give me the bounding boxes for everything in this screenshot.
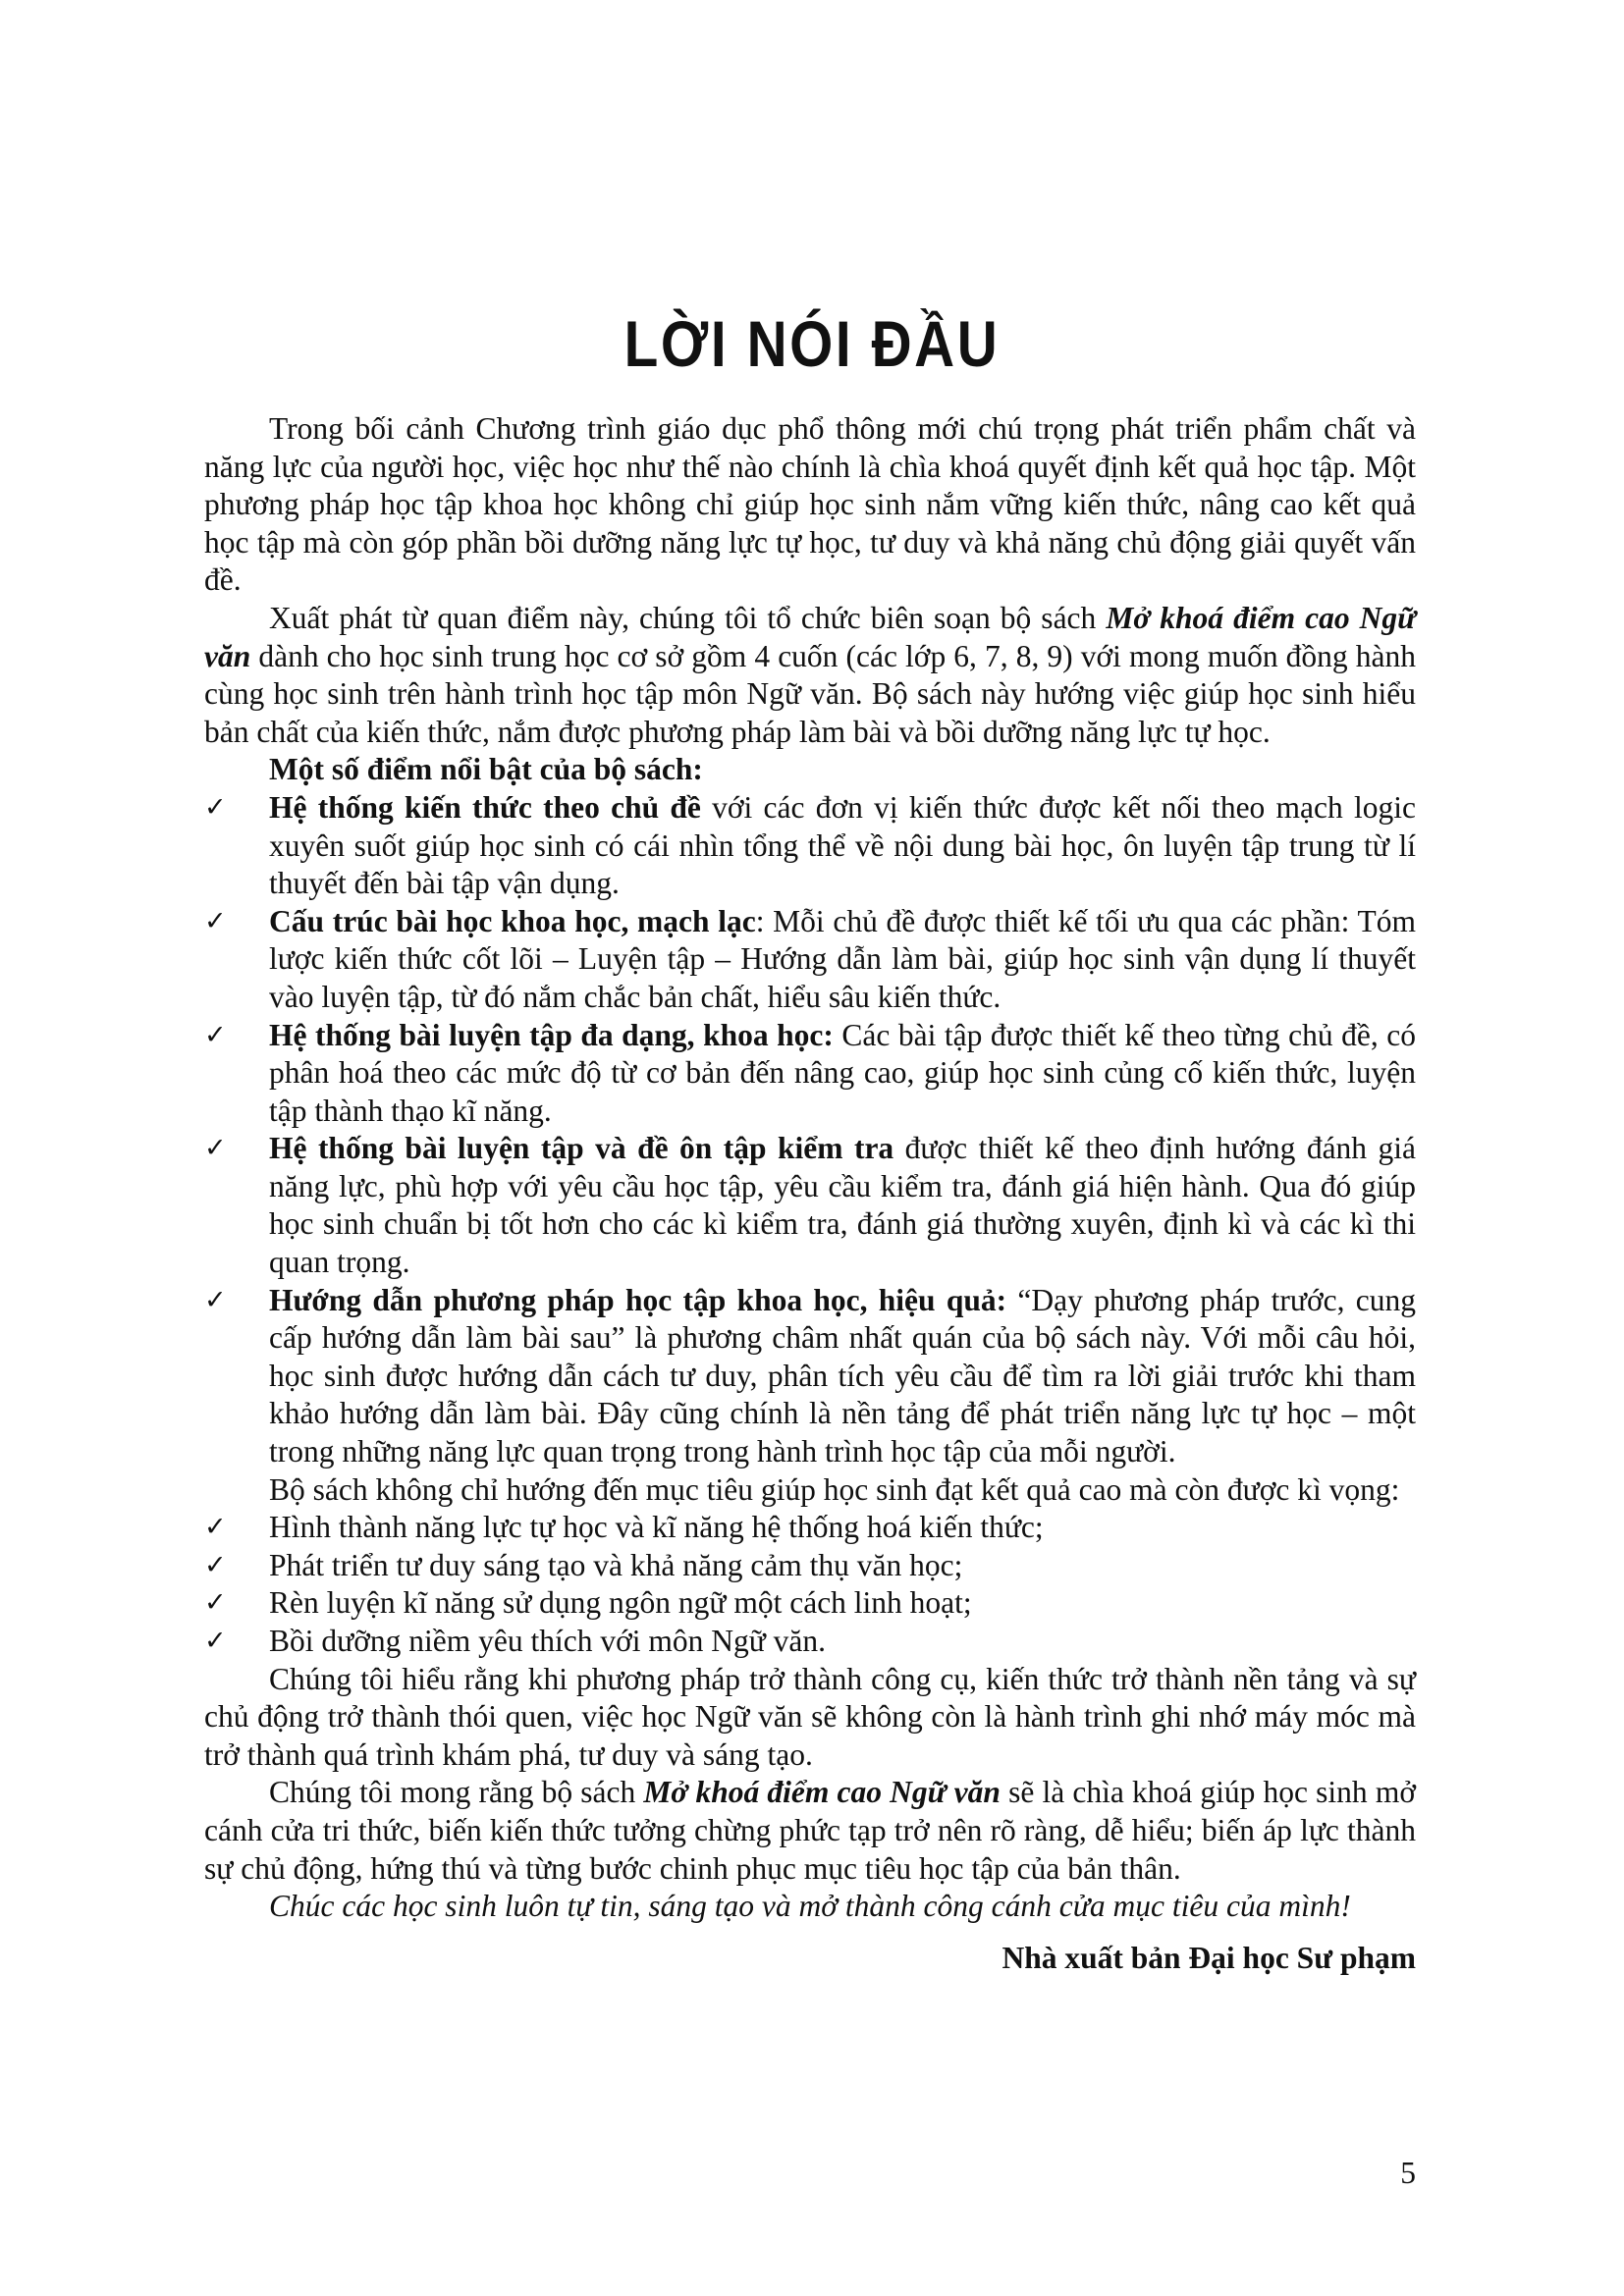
highlights-list — [204, 789, 1416, 1471]
highlight-text: “Dạy phương pháp trước, cung cấp hướng dẫn làm bài sau” là phương châm nhất quán của bộ sách này. Với mỗi câu hỏi, học sinh được hướng dẫn cách tư duy, phân tích yêu cầu để tìm ra lời giải trước khi tham khảo hướng dẫn làm bài. Đây cũng chính là nền tảng để phát triển năng lực tự học – một trong những năng lực quan trọng trong hành trình học tập của mỗi người. — [269, 1282, 1416, 1469]
page-title: LỜI NÓI ĐẦU — [623, 307, 1001, 380]
list-item — [204, 1623, 1416, 1661]
hope-text-before: Chúng tôi mong rằng bộ sách — [269, 1775, 644, 1810]
highlight-text: Các bài tập được thiết kế theo từng chủ đề, có phân hoá theo các mức độ từ cơ bản đến nâng cao, giúp học sinh củng cố kiến thức, luyện tập thành thạo kĩ năng. — [269, 1017, 1416, 1128]
purpose-paragraph — [204, 600, 1416, 751]
highlights-heading: Một số điểm nổi bật của bộ sách: — [269, 752, 703, 787]
expectation-text: Bồi dưỡng niềm yêu thích với môn Ngữ văn. — [269, 1624, 827, 1658]
list-item — [204, 1130, 1416, 1281]
expectation-text: Rèn luyện kĩ năng sử dụng ngôn ngữ một cách linh hoạt; — [269, 1585, 972, 1621]
highlight-text: : Mỗi chủ đề được thiết kế tối ưu qua các phần: Tóm lược kiến thức cốt lõi – Luyện tập – Hướng dẫn làm bài, giúp học sinh vận dụng lí thuyết vào luyện tập, từ đó nắm chắc bản chất, hiểu sâu kiến thức. — [269, 903, 1416, 1014]
list-item — [204, 1584, 1416, 1623]
expectations-list — [204, 1509, 1416, 1660]
checkmark-icon: ✓ — [204, 1549, 227, 1580]
hope-paragraph — [204, 1774, 1416, 1888]
checkmark-icon: ✓ — [204, 791, 227, 823]
highlight-title: Hướng dẫn phương pháp học tập khoa học, hiệu quả: — [269, 1282, 1007, 1317]
checkmark-icon: ✓ — [204, 1284, 227, 1315]
purpose-text-after: dành cho học sinh trung học cơ sở gồm 4 cuốn (các lớp 6, 7, 8, 9) với mong muốn đồng hành cùng học sinh trên hành trình học tập môn Ngữ văn. Bộ sách này hướng việc giúp học sinh hiểu bản chất của kiến thức, nắm được phương pháp làm bài và bồi dưỡng năng lực tự học. — [204, 638, 1416, 749]
list-item — [204, 789, 1416, 903]
list-item — [204, 903, 1416, 1017]
list-item — [204, 1017, 1416, 1131]
book-title: Mở khoá điểm cao Ngữ văn — [643, 1775, 1001, 1810]
book-title: Mở khoá điểm cao Ngữ văn — [204, 600, 1416, 673]
closing-wish: Chúc các học sinh luôn tự tin, sáng tạo và mở thành công cánh cửa mục tiêu của mình! — [269, 1889, 1351, 1924]
highlight-title: Hệ thống kiến thức theo chủ đề — [269, 789, 701, 825]
highlight-title: Hệ thống bài luyện tập và đề ôn tập kiểm tra — [269, 1131, 894, 1166]
checkmark-icon: ✓ — [204, 1512, 227, 1543]
expectation-text: Phát triển tư duy sáng tạo và khả năng cảm thụ văn học; — [269, 1547, 963, 1582]
expectation-text: Hình thành năng lực tự học và kĩ năng hệ thống hoá kiến thức; — [269, 1510, 1044, 1545]
checkmark-icon: ✓ — [204, 905, 227, 936]
intro-paragraph: Trong bối cảnh Chương trình giáo dục phổ thông mới chú trọng phát triển phẩm chất và năng lực của người học, việc học như thế nào chính là chìa khoá quyết định kết quả học tập. Một phương pháp học tập khoa học không chỉ giúp học sinh nắm vững kiến thức, nâng cao kết quả học tập mà còn góp phần bồi dưỡng năng lực tự học, tư duy và khả năng chủ động giải quyết vấn đề. — [204, 411, 1416, 598]
philosophy-paragraph: Chúng tôi hiểu rằng khi phương pháp trở thành công cụ, kiến thức trở thành nền tảng và sự chủ động trở thành thói quen, việc học Ngữ văn sẽ không còn là hành trình ghi nhớ máy móc mà trở thành quá trình khám phá, tư duy và sáng tạo. — [204, 1661, 1416, 1772]
hope-text-after: sẽ là chìa khoá giúp học sinh mở cánh cửa tri thức, biến kiến thức tưởng chừng phức tạp trở nên rõ ràng, dễ hiểu; biến áp lực thành sự chủ động, hứng thú và từng bước chinh phục mục tiêu học tập của bản thân. — [204, 1775, 1416, 1886]
page-number: 5 — [1400, 2156, 1416, 2190]
list-item — [204, 1547, 1416, 1585]
preface-body — [204, 410, 1416, 2008]
expectations-heading: Bộ sách không chỉ hướng đến mục tiêu giúp học sinh đạt kết quả cao mà còn được kì vọng: — [269, 1471, 1400, 1507]
checkmark-icon: ✓ — [204, 1133, 227, 1164]
checkmark-icon: ✓ — [204, 1587, 227, 1619]
highlight-text: được thiết kế theo định hướng đánh giá năng lực, phù hợp với yêu cầu học tập, yêu cầu kiểm tra, đánh giá hiện hành. Qua đó giúp học sinh chuẩn bị tốt hơn cho các kì kiểm tra, đánh giá thường xuyên, định kì và các kì thi quan trọng. — [269, 1131, 1416, 1280]
list-item — [204, 1509, 1416, 1547]
highlight-title: Hệ thống bài luyện tập đa dạng, khoa học: — [269, 1017, 834, 1052]
checkmark-icon: ✓ — [204, 1626, 227, 1656]
highlight-title: Cấu trúc bài học khoa học, mạch lạc — [269, 903, 756, 938]
publisher-signature: Nhà xuất bản Đại học Sư phạm — [1001, 1940, 1416, 1975]
purpose-text-before: Xuất phát từ quan điểm này, chúng tôi tổ chức biên soạn bộ sách — [269, 600, 1107, 635]
list-item — [204, 1282, 1416, 1471]
highlight-text: với các đơn vị kiến thức được kết nối theo mạch logic xuyên suốt giúp học sinh có cái nhìn tổng thể về nội dung bài học, ôn luyện tập trung từ lí thuyết đến bài tập vận dụng. — [269, 789, 1416, 901]
checkmark-icon: ✓ — [204, 1019, 227, 1050]
